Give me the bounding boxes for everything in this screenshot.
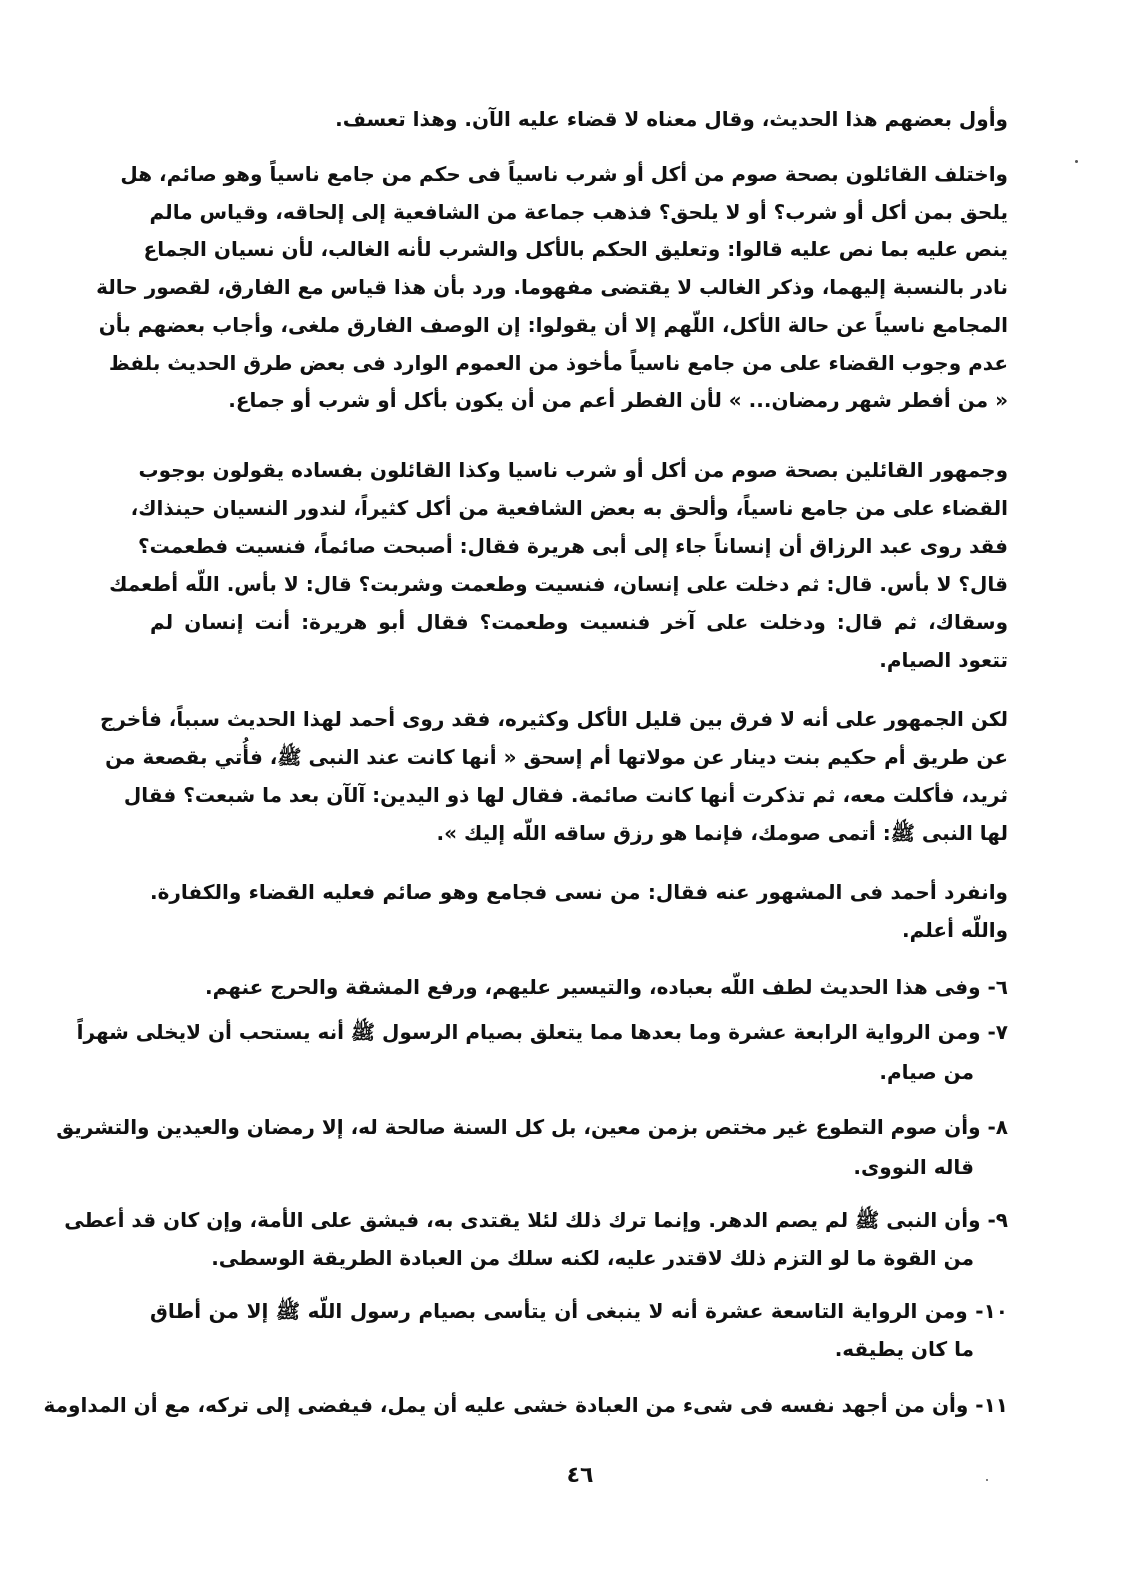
paragraph-4-line-2: عن طريق أم حكيم بنت دينار عن مولاتها أم إسحق « أنها كانت عند النبى ﷺ، فأُتي بقصعة من	[105, 745, 1008, 769]
numbered-item-10-line-1: ١٠- ومن الرواية التاسعة عشرة أنه لا ينبغى أن يتأسى بصيام رسول اللّه ﷺ إلا من أطاق	[150, 1299, 1008, 1323]
paragraph-1-line-1: وأول بعضهم هذا الحديث، وقال معناه لا قضاء عليه الآن. وهذا تعسف.	[335, 107, 1008, 131]
paragraph-3-line-1: وجمهور القائلين بصحة صوم من أكل أو شرب ناسيا وكذا القائلون بفساده يقولون بوجوب	[138, 458, 1008, 482]
paragraph-2-line-4: نادر بالنسبة إليهما، وذكر الغالب لا يقتضى مفهوما. ورد بأن هذا قياس مع الفارق، لقصور حالة	[96, 275, 1008, 299]
paragraph-4-line-1: لكن الجمهور على أنه لا فرق بين قليل الأكل وكثيره، فقد روى أحمد لهذا الحديث سبباً، فأخرج	[99, 707, 1008, 731]
page-number: ٤٦	[566, 1463, 594, 1488]
numbered-item-7-line-1: ٧- ومن الرواية الرابعة عشرة وما بعدها مما يتعلق بصيام الرسول ﷺ أنه يستحب أن لايخلى شهراً	[76, 1020, 1008, 1044]
numbered-item-9-line-2: من القوة ما لو التزم ذلك لاقتدر عليه، لكنه سلك من العبادة الطريقة الوسطى.	[211, 1246, 974, 1270]
scan-speck	[1075, 160, 1078, 163]
paragraph-4-line-3: ثريد، فأكلت معه، ثم تذكرت أنها كانت صائمة. فقال لها ذو اليدين: آلآن بعد ما شبعت؟ فقال	[123, 783, 1008, 807]
paragraph-4-line-4: لها النبى ﷺ: أتمى صومك، فإنما هو رزق ساقه اللّه إليك ».	[436, 821, 1008, 845]
numbered-item-8-line-1: ٨- وأن صوم التطوع غير مختص بزمن معين، بل كل السنة صالحة له، إلا رمضان والعيدين والتشريق	[56, 1115, 1008, 1139]
paragraph-5-line-2: واللّه أعلم.	[901, 918, 1008, 942]
paragraph-2-line-3: ينص عليه بما نص عليه قالوا: وتعليق الحكم بالأكل والشرب لأنه الغالب، لأن نسيان الجماع	[143, 237, 1008, 261]
numbered-item-9-line-1: ٩- وأن النبى ﷺ لم يصم الدهر. وإنما ترك ذلك لئلا يقتدى به، فيشق على الأمة، وإن كان قد أعطى	[64, 1208, 1008, 1232]
paragraph-3-line-6: تتعود الصيام.	[879, 648, 1008, 672]
paragraph-3-line-3: فقد روى عبد الرزاق أن إنساناً جاء إلى أبى هريرة فقال: أصبحت صائماً، فنسيت فطعمت؟	[138, 534, 1008, 558]
paragraph-2-line-7: « من أفطر شهر رمضان... » لأن الفطر أعم من أن يكون بأكل أو شرب أو جماع.	[228, 388, 1008, 412]
paragraph-2-line-2: يلحق بمن أكل أو شرب؟ أو لا يلحق؟ فذهب جماعة من الشافعية إلى إلحاقه، وقياس مالم	[149, 200, 1008, 224]
paragraph-2-line-1: واختلف القائلون بصحة صوم من أكل أو شرب ناسياً فى حكم من جامع ناسياً وهو صائم، هل	[120, 162, 1008, 186]
paragraph-2-line-6: عدم وجوب القضاء على من جامع ناسياً مأخوذ من العموم الوارد فى بعض طرق الحديث بلفظ	[108, 351, 1008, 375]
numbered-item-11-line-1: ١١- وأن من أجهد نفسه فى شىء من العبادة خشى عليه أن يمل، فيفضى إلى تركه، مع أن المداومة	[43, 1393, 1008, 1417]
paragraph-3-line-4: قال؟ لا بأس. قال: ثم دخلت على إنسان، فنسيت وطعمت وشربت؟ قال: لا بأس. اللّه أطعمك	[109, 572, 1008, 596]
paragraph-5-line-1: وانفرد أحمد فى المشهور عنه فقال: من نسى فجامع وهو صائم فعليه القضاء والكفارة.	[150, 880, 1008, 904]
paragraph-3-line-5: وسقاك، ثم قال: ودخلت على آخر فنسيت وطعمت؟ فقال أبو هريرة: أنت إنسان لم	[150, 610, 1008, 634]
numbered-item-8-line-2: قاله النووى.	[853, 1155, 974, 1179]
numbered-item-7-line-2: من صيام.	[879, 1060, 974, 1084]
scan-speck	[986, 1479, 988, 1481]
numbered-item-10-line-2: ما كان يطيقه.	[834, 1337, 974, 1361]
paragraph-2-line-5: المجامع ناسياً عن حالة الأكل، اللّهم إلا أن يقولوا: إن الوصف الفارق ملغى، وأجاب بعضهم بأن	[98, 313, 1008, 337]
numbered-item-6-line-1: ٦- وفى هذا الحديث لطف اللّه بعباده، والتيسير عليهم، ورفع المشقة والحرج عنهم.	[204, 975, 1008, 999]
paragraph-3-line-2: القضاء على من جامع ناسياً، وألحق به بعض الشافعية من أكل كثيراً، لندور النسيان حينذاك،	[130, 496, 1008, 520]
